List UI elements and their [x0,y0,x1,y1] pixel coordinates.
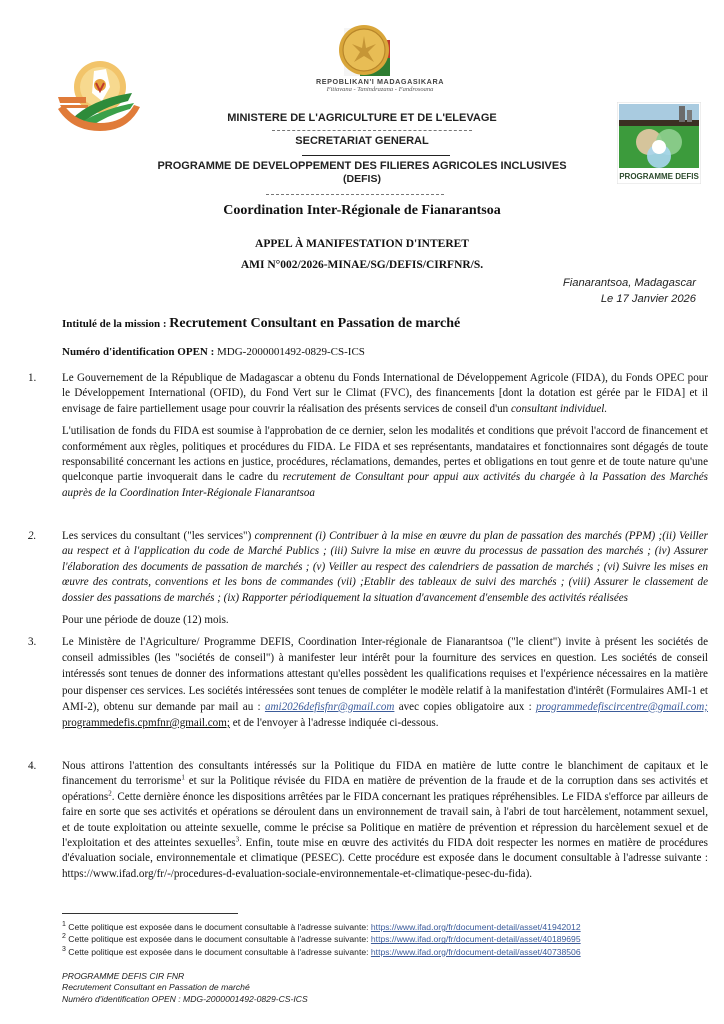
divider [272,130,472,131]
footnote: $^1$ Cette politique est exposée dans le document consultable à l'adresse suivante: https://www.ifad.org/fr/document-detail/asset/41942012 [62,921,581,932]
open-id-label: Numéro d'identification OPEN : [62,346,218,358]
footer-line: PROGRAMME DEFIS CIR FNR [62,971,185,981]
footnote: $^3$ Cette politique est exposée dans le document consultable à l'adresse suivante: https://www.ifad.org/fr/document-detail/asset/40738506 [62,945,581,957]
footnote: $^2$ Cette politique est exposée dans le document consultable à l'adresse suivante: https://www.ifad.org/fr/document-detail/asset/40189695 [62,933,581,945]
footnote-ref[interactable]: 1 [181,773,185,782]
item-number: 1. [28,372,37,384]
programme-title: PROGRAMME DE DEVELOPPEMENT DES FILIERES AGRICOLES INCLUSIVES [157,160,567,172]
divider [266,194,444,195]
email-link-cpmfnr[interactable]: programmedefis.cpmfnr@gmail.com; [62,717,230,730]
coordination-title: Coordination Inter-Régionale de Fianarantsoa [223,203,501,218]
minae-emblem-logo [52,57,142,133]
programme-defis-logo [617,102,701,184]
paragraph: Le Ministère de l'Agriculture/ Programme DEFIS, Coordination Inter-régionale de Fianarantsoa ("le client") invite à présent les sociétés de conseil admissibles (les "sociétés de conseil") à manifester leur intérêt pour la fourniture des services en question. Les sociétés de conseil intéressés sont tenues de donner des informations attestant qu'elles possèdent les qualifications requises et l'expérience nécessaires en la matière pour dispenser ces services. Les sociétés intéressées sont tenues de compléter le modèle relatif à la manifestation d'intérêt (Formulaires AMI-1 et AMI-2), obtenu sur demande par mail au : ami2026defisfnr@gmail.com avec copies obligatoire aux : programmedefiscircentre@gmail.com; programmedefis.cpmfnr@gmail.com; et de l'envoyer à l'adresse indiquée ci-dessous. [62,636,708,730]
paragraph: Le Gouvernement de la République de Madagascar a obtenu du Fonds International de Développement Agricole (FIDA), du Fonds OPEC pour le Développement International (OFID), du Fond Vert sur le Climat (FVC), des financements [dont la dotation est gérée par le FIDA] et il envisage de faire partiellement usage pour couvrir la réalisation des présents services de conseil d'un consultant individuel. [62,372,708,415]
paragraph: Pour une période de douze (12) mois. [62,614,229,627]
open-identification [62,346,365,358]
mission-value: Recrutement Consultant en Passation de marché [169,316,461,331]
list-item [28,759,708,882]
email-link-circentre[interactable]: programmedefiscircentre@gmail.com; [536,700,708,713]
page-footer [62,971,308,1005]
list-item [28,529,708,628]
secretariat-title: SECRETARIAT GENERAL [295,135,429,147]
footnote-link[interactable]: https://www.ifad.org/fr/document-detail/asset/40189695 [370,934,581,945]
divider [302,155,450,156]
date: Le 17 Janvier 2026 [600,293,696,305]
ministry-title: MINISTERE DE L'AGRICULTURE ET DE L'ELEVAGE [227,112,497,124]
list-item [28,371,708,501]
paragraph: Nous attirons l'attention des consultants intéressés sur la Politique du FIDA en matière de lutte contre le blanchiment de capitaux et le financement du terrorisme$^1$ et sur la Politique révisée du FIDA en matière de prévention de la fraude et de la corruption dans ses activités et opérations$^2$. Cette dernière énonce les dispositions arrêtées par le FIDA concernant les pratiques répréhensibles. Le FIDA s'efforce par ailleurs de faire en sorte que ses activités et opérations se déroulent dans un environnement de travail sain, à l'abri de tout harcèlement, notamment sexuel, et de toute exploitation ou atteinte sexuelle, comme le précise sa Politique en matière de prévention et répression du harcèlement sexuel et de l'exploitation et des atteintes sexuelles$^3$. Enfin, toute mise en œuvre des activités du FIDA doit respecter les normes en matière de procédures d'évaluation sociale, environnementale et climatique (PESEC). Cette procédure est exposée dans le document consultable à l'adresse suivante : https://www.ifad.org/fr/-/procedures-d-evaluation-sociale-environnementale-et-climatique-pesec-du-fida). [62,760,708,880]
programme-acronym: (DEFIS) [343,173,381,185]
item-number: 4. [28,760,37,772]
place-date [563,275,696,307]
defis-logo-label: PROGRAMME DEFIS [619,172,699,181]
footnote-ref[interactable]: 2 [108,789,112,798]
footer-line: Recrutement Consultant en Passation de marché [62,982,250,993]
place: Fianarantsoa, Madagascar [562,277,696,289]
email-link-ami[interactable]: ami2026defisfnr@gmail.com [264,700,395,713]
madagascar-coat-of-arms [330,22,410,78]
footnote-ref[interactable]: 3 [235,835,240,844]
footnote-divider [62,913,238,914]
item-number: 3. [28,636,37,648]
ami-reference: AMI N°002/2026-MINAE/SG/DEFIS/CIRFNR/S. [240,259,484,271]
ami-title: APPEL À MANIFESTATION D'INTERET [255,238,469,250]
republic-title: REPOBLIKAN'I MADAGASIKARA [315,77,445,86]
paragraph: L'utilisation de fonds du FIDA est soumise à l'approbation de ce dernier, selon les modalités et conditions que prévoit l'accord de financement et conformément aux règles, politiques et procédures du FIDA. Le FIDA et ses représentants, mandataires et fonctionnaires sont dégagés de toute responsabilité concernant les actions en justice, procédures, réclamations, demandes, pertes et obligations en tout genre et de toute nature qu'une quelconque partie invoquerait dans le cadre du recrutement de Consultant pour appui aux activités du chargée à la Passation des Marchés auprès de la Coordination Inter-Régionale Fianarantsoa [62,425,708,499]
republic-motto: Fitiavana - Tanindrazana - Fandrosoana [326,86,434,93]
list-item [28,634,708,731]
footnotes [62,921,581,958]
footnote-link[interactable]: https://www.ifad.org/fr/document-detail/asset/40738506 [370,946,581,957]
mission-label: Intitulé de la mission : [62,318,170,330]
item-number: 2. [28,530,37,542]
mission-title [62,316,460,332]
footnote-link[interactable]: https://www.ifad.org/fr/document-detail/asset/41942012 [370,922,581,932]
footer-line: Numéro d'identification OPEN : MDG-2000001492-0829-CS-ICS [62,993,308,1004]
paragraph: Les services du consultant ("les services") comprennent (i) Contribuer à la mise en œuvre du plan de passation des marchés (PPM) ;(ii) Veiller au respect et à l'application du code de Marché Publics ; (iii) Suivre la mise en œuvre du processus de passation des marchés ; (iv) Assurer l'élaboration des documents de passation de marchés ; (v) Veiller au respect des calendriers de passation de marchés ; (vi) Suivre les mises en œuvre des contrats, conventions et les bons de commandes (vii) ;Etablir des tableaux de suivi des marchés ; (viii) Assurer le classement de dossier des passations de marchés ; (ix) Rapporter périodiquement la situation d'avancement d'ensemble des activités réalisées [62,530,708,604]
open-id-value: MDG-2000001492-0829-CS-ICS [217,346,365,358]
